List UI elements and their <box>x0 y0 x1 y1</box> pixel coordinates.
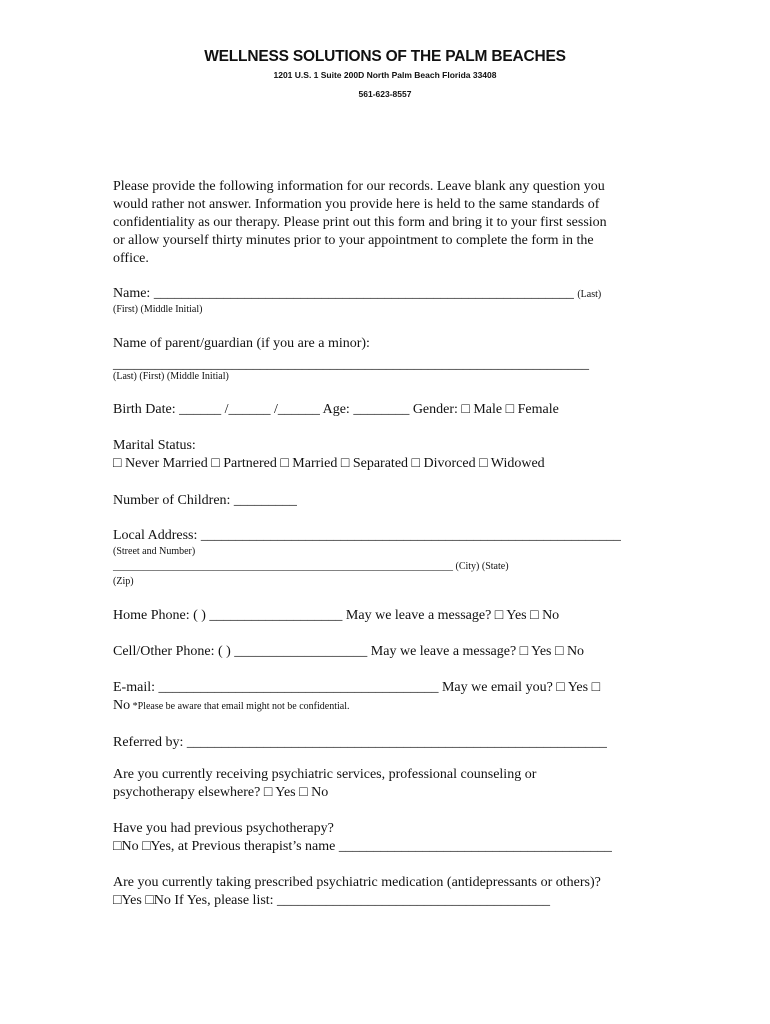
address-street-hint: (Street and Number) <box>113 546 196 557</box>
name-sub-hint: (First) (Middle Initial) <box>113 304 203 315</box>
name-field-label: Name: ____________________________________________________________ <box>113 286 574 301</box>
intro-line: would rather not answer. Information you provide here is held to the same standards of <box>113 197 600 212</box>
guardian-label: Name of parent/guardian (if you are a minor): <box>113 336 370 351</box>
intro-line: confidentiality as our therapy. Please print out this form and bring it to your first session <box>113 215 607 230</box>
email-row-continued[interactable] <box>113 697 350 715</box>
psych-services-answer[interactable]: psychotherapy elsewhere? □ Yes □ No <box>113 785 329 800</box>
cell-phone-row[interactable]: Cell/Other Phone: ( ) ___________________ May we leave a message? □ Yes □ No <box>113 644 585 659</box>
clinic-title: WELLNESS SOLUTIONS OF THE PALM BEACHES <box>204 48 566 65</box>
children-field[interactable]: Number of Children: _________ <box>113 493 297 508</box>
referred-by-field[interactable]: Referred by: ____________________________________________________________ <box>113 735 607 750</box>
email-note: *Please be aware that email might not be confidential. <box>130 701 350 712</box>
clinic-address: 1201 U.S. 1 Suite 200D North Palm Beach Florida 33408 <box>273 70 497 80</box>
intro-line: office. <box>113 251 149 266</box>
marital-status-label: Marital Status: <box>113 438 196 453</box>
address-city-line[interactable] <box>113 561 509 573</box>
clinic-phone: 561-623-8557 <box>358 89 412 99</box>
guardian-field[interactable]: ____________________________________________________________________ <box>113 357 589 372</box>
intro-paragraph <box>113 178 653 268</box>
previous-therapy-answer[interactable]: □No □Yes, at Previous therapist’s name _______________________________________ <box>113 839 612 854</box>
intro-line: Please provide the following information for our records. Leave blank any question you <box>113 179 605 194</box>
intro-line: or allow yourself thirty minutes prior to your appointment to complete the form in the <box>113 233 594 248</box>
guardian-sub-hint: (Last) (First) (Middle Initial) <box>113 371 229 382</box>
marital-status-options[interactable]: □ Never Married □ Partnered □ Married □ Separated □ Divorced □ Widowed <box>113 456 545 471</box>
medication-answer[interactable]: □Yes □No If Yes, please list: _______________________________________ <box>113 893 551 908</box>
birth-age-gender-row[interactable]: Birth Date: ______ /______ /______ Age: ________ Gender: □ Male □ Female <box>113 402 559 417</box>
address-city-state-hint: (City) (State) <box>455 561 509 572</box>
address-line: ____________________________________________________________________ <box>113 561 453 572</box>
email-row[interactable]: E-mail: ________________________________________ May we email you? □ Yes □ <box>113 680 601 695</box>
previous-therapy-question: Have you had previous psychotherapy? <box>113 821 334 836</box>
home-phone-row[interactable]: Home Phone: ( ) ___________________ May we leave a message? □ Yes □ No <box>113 608 560 623</box>
name-last-hint: (Last) <box>577 289 602 300</box>
address-zip-hint: (Zip) <box>113 576 134 587</box>
psych-services-question: Are you currently receiving psychiatric services, professional counseling or <box>113 767 537 782</box>
local-address-field[interactable]: Local Address: ____________________________________________________________ <box>113 528 621 543</box>
name-field[interactable] <box>113 285 601 303</box>
medication-question: Are you currently taking prescribed psychiatric medication (antidepressants or others)? <box>113 875 601 890</box>
email-no-option: No <box>113 698 131 713</box>
